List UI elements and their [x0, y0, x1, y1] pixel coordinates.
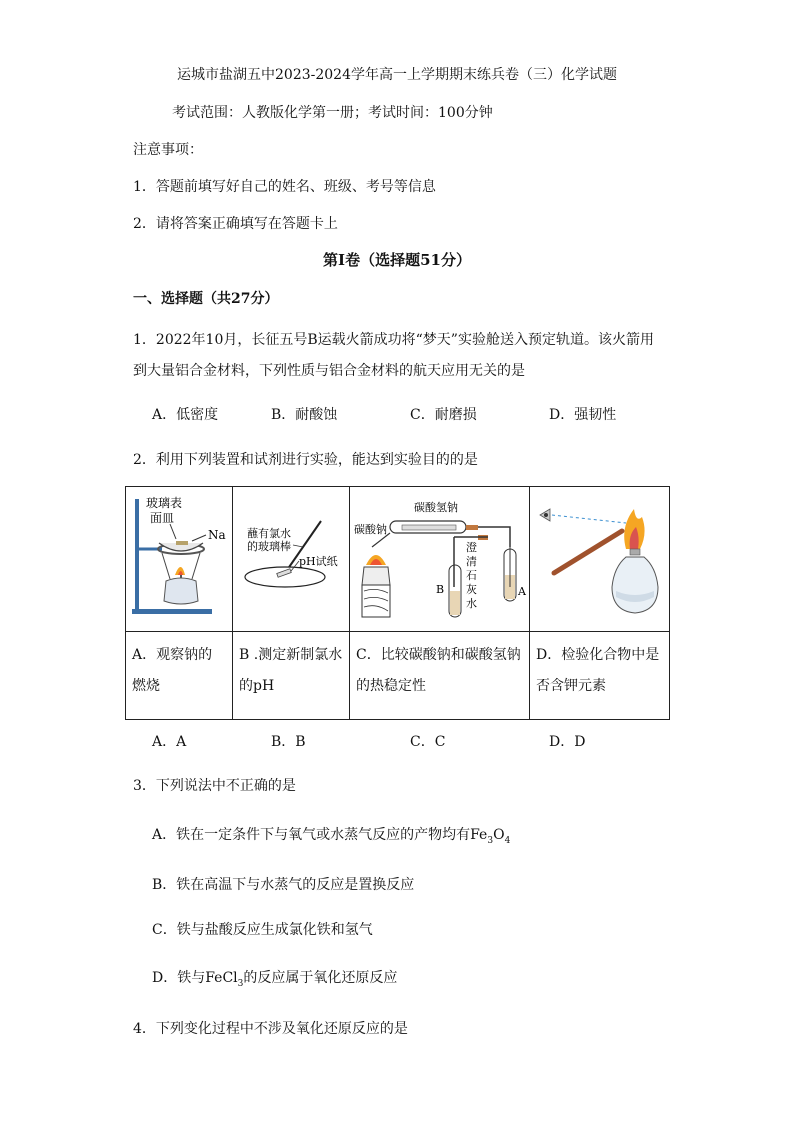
q1-option-a: A．低密度	[152, 407, 219, 423]
q3-option-c: C．铁与盐酸反应生成氯化铁和氢气	[152, 922, 373, 938]
notes-heading: 注意事项：	[133, 142, 203, 158]
fig-b-label2: 的玻璃棒	[247, 540, 291, 553]
caption-b: B .测定新制氯水的pH	[233, 632, 350, 720]
q2-option-a: A．A	[152, 734, 187, 750]
fig-c-v4: 灰	[466, 583, 477, 596]
q3-option-d-sub: 3	[237, 978, 244, 989]
thermal-stability-apparatus	[350, 487, 529, 627]
fig-a-na: Na	[208, 528, 226, 542]
fig-c-a: A	[518, 585, 526, 598]
figure-c-cell	[350, 487, 530, 632]
figure-b-cell	[233, 487, 350, 632]
fig-a-label2: 面皿	[150, 511, 175, 525]
figure-d-cell	[530, 487, 670, 632]
q3-option-b: B．铁在高温下与水蒸气的反应是置换反应	[152, 877, 415, 893]
fig-c-top: 碳酸氢钠	[414, 501, 458, 514]
experiment-table	[125, 486, 670, 720]
q3-option-d	[152, 967, 397, 989]
fig-b-label1: 蘸有氯水	[247, 527, 291, 540]
q3-option-a-sub1: 3	[487, 835, 494, 846]
fig-b-ph: pH试纸	[299, 555, 338, 568]
ph-test-apparatus	[233, 487, 349, 627]
fig-c-v2: 清	[466, 555, 477, 568]
q1-option-d: D．强韧性	[549, 407, 617, 423]
fig-c-v5: 水	[466, 597, 477, 610]
fig-a-label1: 玻璃表	[146, 496, 183, 510]
exam-subtitle: 考试范围：人教版化学第一册；考试时间：100分钟	[172, 105, 493, 121]
q3-option-a-o: O	[493, 827, 505, 843]
exam-title: 运城市盐湖五中2023-2024学年高一上学期期末练兵卷（三）化学试题	[177, 67, 617, 83]
figure-a-cell	[126, 487, 233, 632]
fig-c-v3: 石	[466, 569, 477, 582]
fig-c-v1: 澄	[466, 541, 477, 554]
q3-option-d-pre: D．铁与FeCl	[152, 970, 238, 986]
q1-stem-line1: 1．2022年10月，长征五号B运载火箭成功将“梦天”实验舱送入预定轨道。该火箭用	[133, 332, 654, 348]
fig-c-left: 碳酸钠	[354, 523, 387, 536]
q4-stem: 4．下列变化过程中不涉及氧化还原反应的是	[133, 1021, 408, 1037]
q3-option-d-post: 的反应属于氧化还原反应	[243, 970, 398, 986]
sodium-burning-apparatus	[126, 487, 232, 627]
caption-a: A．观察钠的燃烧	[126, 632, 233, 720]
q2-stem: 2．利用下列装置和试剂进行实验，能达到实验目的的是	[133, 452, 478, 468]
caption-d: D．检验化合物中是否含钾元素	[530, 632, 670, 720]
q1-stem-line2: 到大量铝合金材料，下列性质与铝合金材料的航天应用无关的是	[133, 363, 525, 379]
part-title: 一、选择题（共27分）	[133, 291, 279, 307]
q2-option-d: D．D	[549, 734, 586, 750]
note-item: 2．请将答案正确填写在答题卡上	[133, 216, 338, 232]
q1-option-c: C．耐磨损	[410, 407, 477, 423]
q3-option-a-text: A．铁在一定条件下与氧气或水蒸气反应的产物均有Fe	[152, 827, 488, 843]
section-title: 第I卷（选择题51分）	[323, 251, 471, 269]
q3-option-a-sub2: 4	[504, 835, 511, 846]
q3-option-a	[152, 824, 510, 846]
note-item: 1．答题前填写好自己的姓名、班级、考号等信息	[133, 179, 436, 195]
q2-option-b: B．B	[271, 734, 306, 750]
q1-option-b: B．耐酸蚀	[271, 407, 338, 423]
fig-c-b: B	[436, 583, 445, 596]
flame-test-apparatus	[530, 487, 669, 627]
caption-c: C．比较碳酸钠和碳酸氢钠的热稳定性	[350, 632, 530, 720]
q2-option-c: C．C	[410, 734, 446, 750]
q3-stem: 3．下列说法中不正确的是	[133, 778, 296, 794]
